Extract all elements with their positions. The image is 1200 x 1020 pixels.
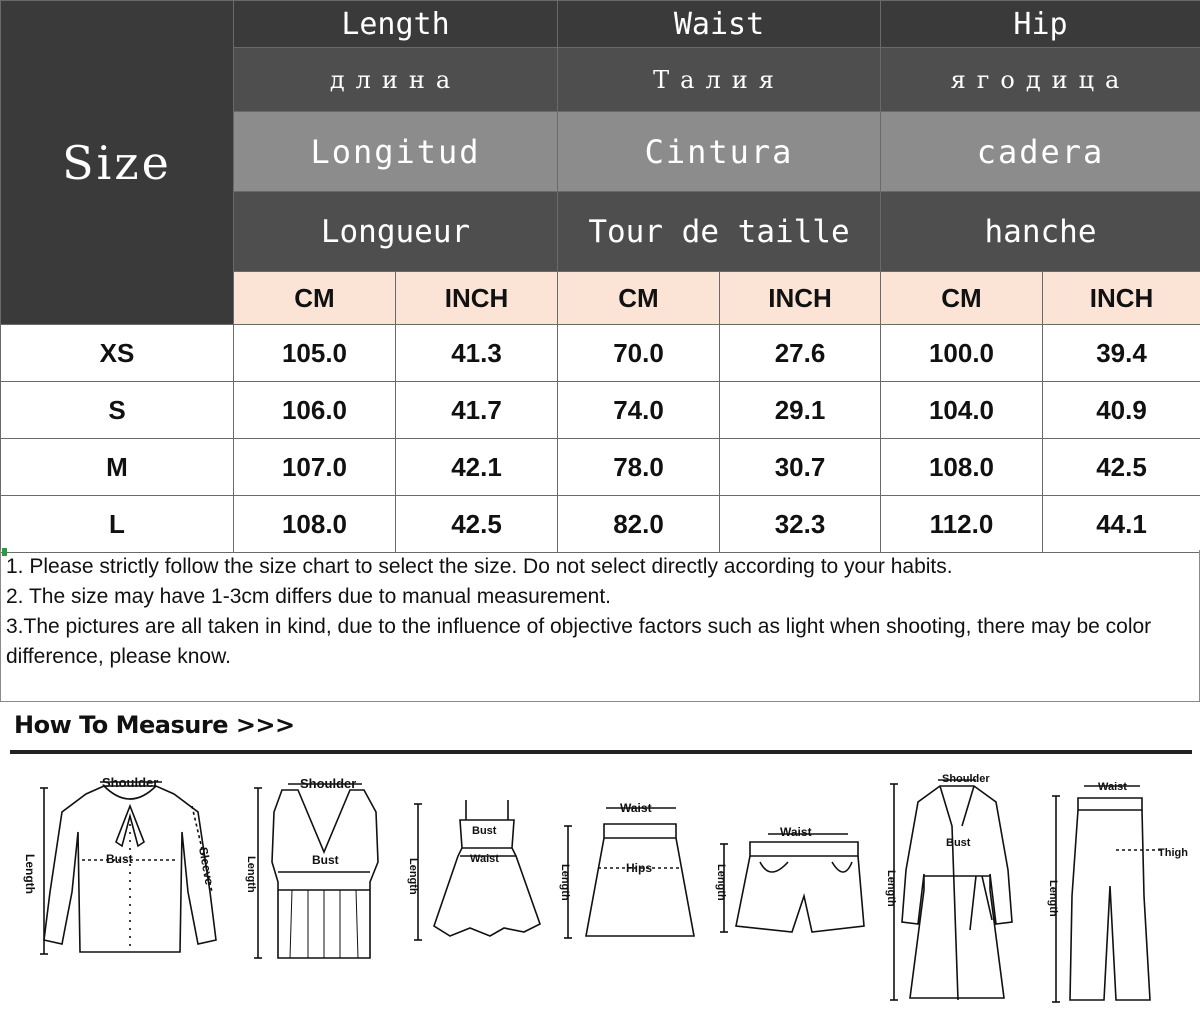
- tank-top-icon: [242, 772, 388, 968]
- note-item: 3.The pictures are all taken in kind, due to the influence of objective factors such as light when shooting, there may be color difference, please know.: [6, 615, 1152, 668]
- blouse-icon: [16, 772, 226, 968]
- value-cell: 41.3: [396, 325, 558, 382]
- note-item: 2. The size may have 1-3cm differs due to manual measurement.: [6, 585, 612, 608]
- length-header-en: Length: [234, 1, 558, 48]
- value-cell: 29.1: [720, 382, 881, 439]
- length-label: Length: [407, 858, 419, 895]
- value-cell: 106.0: [234, 382, 396, 439]
- value-cell: 39.4: [1043, 325, 1200, 382]
- value-cell: 40.9: [1043, 382, 1200, 439]
- value-cell: 105.0: [234, 325, 396, 382]
- value-cell: 78.0: [558, 439, 720, 496]
- note-item: 1. Please strictly follow the size chart to select the size. Do not select directly according to your habits.: [6, 555, 953, 578]
- waist-label: Waist: [470, 853, 499, 865]
- dress-illustration: [404, 796, 544, 948]
- size-notes: [0, 550, 1200, 702]
- skirt-icon: [558, 798, 698, 946]
- tank-top-illustration: [242, 772, 388, 968]
- value-cell: 74.0: [558, 382, 720, 439]
- length-header-es: Longitud: [234, 112, 558, 192]
- hip-header-fr: hanche: [881, 192, 1200, 272]
- size-cell: XS: [1, 325, 234, 382]
- bust-label: Bust: [312, 853, 339, 867]
- trousers-illustration: [1044, 776, 1194, 1006]
- length-label: Length: [245, 856, 257, 893]
- waist-header-ru: Талия: [558, 48, 881, 112]
- value-cell: 108.0: [234, 496, 396, 553]
- hip-header-en: Hip: [881, 1, 1200, 48]
- trousers-icon: [1044, 776, 1194, 1006]
- waist-header-en: Waist: [558, 1, 881, 48]
- sleeve-label: Sleeve: [196, 846, 217, 886]
- bust-label: Bust: [472, 825, 497, 837]
- waist-header-fr: Tour de taille: [558, 192, 881, 272]
- length-label: Length: [559, 864, 571, 901]
- value-cell: 41.7: [396, 382, 558, 439]
- value-cell: 30.7: [720, 439, 881, 496]
- hip-header-es: cadera: [881, 112, 1200, 192]
- shoulder-label: Shoulder: [942, 773, 990, 785]
- value-cell: 112.0: [881, 496, 1043, 553]
- bust-label: Bust: [946, 837, 971, 849]
- size-header: Size: [1, 1, 234, 325]
- hips-label: Hips: [626, 861, 653, 875]
- table-row: [1, 496, 1200, 553]
- table-row: [1, 439, 1200, 496]
- how-to-measure-title: How To Measure >>>: [14, 711, 295, 739]
- shorts-icon: [712, 822, 868, 942]
- waist-label: Waist: [1098, 781, 1127, 793]
- length-header-ru: длина: [234, 48, 558, 112]
- waist-header-es: Cintura: [558, 112, 881, 192]
- value-cell: 42.5: [396, 496, 558, 553]
- dress-icon: [404, 796, 544, 948]
- section-divider: [10, 750, 1192, 754]
- shorts-illustration: [712, 822, 868, 942]
- waist-label: Waist: [780, 825, 812, 839]
- unit-header: CM: [881, 272, 1043, 325]
- unit-header: INCH: [720, 272, 881, 325]
- unit-header: CM: [234, 272, 396, 325]
- hip-header-ru: ягодица: [881, 48, 1200, 112]
- value-cell: 42.5: [1043, 439, 1200, 496]
- value-cell: 107.0: [234, 439, 396, 496]
- length-label: Length: [1047, 880, 1059, 917]
- waist-label: Waist: [620, 801, 652, 815]
- value-cell: 100.0: [881, 325, 1043, 382]
- bust-label: Bust: [106, 852, 133, 866]
- value-cell: 44.1: [1043, 496, 1200, 553]
- length-label: Length: [715, 864, 727, 901]
- length-label: Length: [885, 870, 897, 907]
- coat-icon: [880, 770, 1030, 1008]
- value-cell: 108.0: [881, 439, 1043, 496]
- value-cell: 42.1: [396, 439, 558, 496]
- size-cell: L: [1, 496, 234, 553]
- coat-illustration: [880, 770, 1030, 1008]
- length-label: Length: [23, 854, 37, 894]
- shoulder-label: Shoulder: [102, 775, 159, 790]
- length-header-fr: Longueur: [234, 192, 558, 272]
- value-cell: 82.0: [558, 496, 720, 553]
- value-cell: 32.3: [720, 496, 881, 553]
- value-cell: 104.0: [881, 382, 1043, 439]
- value-cell: 70.0: [558, 325, 720, 382]
- size-cell: S: [1, 382, 234, 439]
- blouse-illustration: [16, 772, 226, 968]
- thigh-label: Thigh: [1158, 847, 1188, 859]
- table-row: [1, 325, 1200, 382]
- unit-header: CM: [558, 272, 720, 325]
- table-row: [1, 382, 1200, 439]
- size-cell: M: [1, 439, 234, 496]
- unit-header: INCH: [396, 272, 558, 325]
- skirt-illustration: [558, 798, 698, 946]
- shoulder-label: Shoulder: [300, 776, 357, 791]
- value-cell: 27.6: [720, 325, 881, 382]
- unit-header: INCH: [1043, 272, 1200, 325]
